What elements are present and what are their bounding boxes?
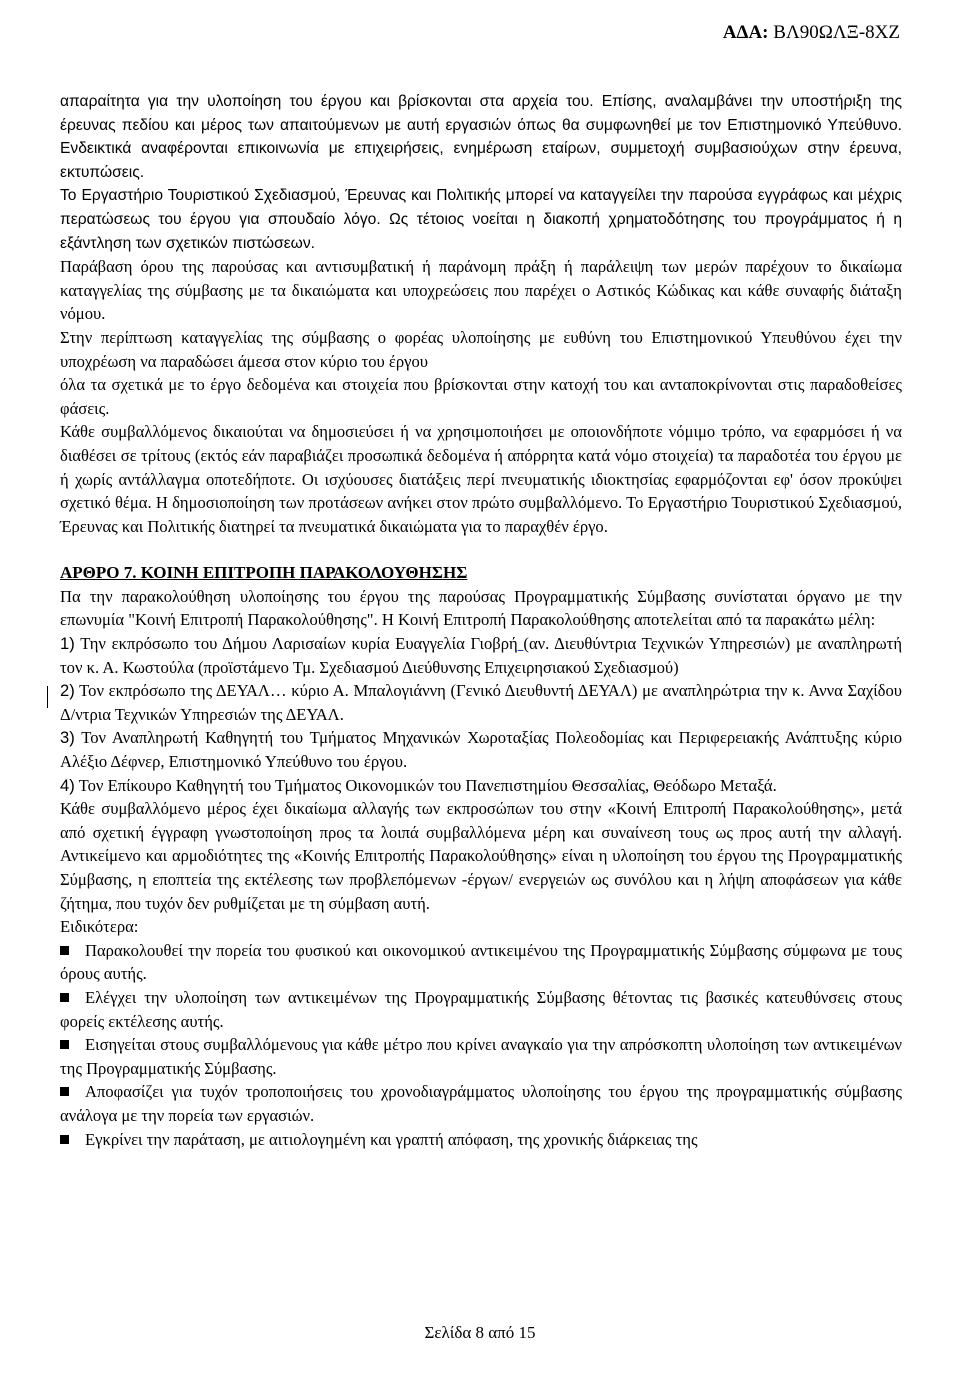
- bullet-text: Εγκρίνει την παράταση, με αιτιολογημένη και γραπτή απόφαση, της χρονικής διάρκειας της: [85, 1129, 698, 1149]
- bullet-item: [60, 1080, 902, 1127]
- member-number: 4): [60, 775, 75, 795]
- paragraph-5: όλα τα σχετικά με το έργο δεδομένα και στοιχεία που βρίσκονται στην κατοχή του και ανταποκρίνονται στις παραδοθείσες φάσεις.: [60, 375, 902, 418]
- paragraph-7: Πα την παρακολούθηση υλοποίησης του έργου της παρούσας Προγραμματικής Σύμβασης συνίσταται όργανο με την επωνυμία "Κοινή Επιτροπή Παρακολούθησης". Η Κοινή Επιτροπή Παρακολούθησης αποτελείται από τα παρακάτω μέλη:: [60, 586, 902, 630]
- paragraph-2: Το Εργαστήριο Τουριστικού Σχεδιασμού, Έρευνας και Πολιτικής μπορεί να καταγγείλει την παρούσα εγγράφως και μέχρις περατώσεως του έργου για σπουδαίο λόγο. Ως τέτοιος νοείται η διακοπή χρηματοδότησης του προγράμματος ή η εξάντληση των σχετικών πιστώσεων.: [60, 187, 902, 252]
- paragraph-6: Κάθε συμβαλλόμενος δικαιούται να δημοσιεύσει ή να χρησιμοποιήσει με οποιονδήποτε νόμιμο τρόπο, να εφαρμόσει ή να διαθέσει σε τρίτους (εκτός εάν παραβιάζει προσωπικά δεδομένα ή απόρρητα κατά νόμο στοιχεία) τα παραδοτέα του έργου με ή χωρίς αντάλλαγμα οποτεδήποτε. Οι ισχύουσες διατάξεις περί πνευματικής ιδιοκτησίας εφαρμόζονται εφ' όσον προκύψει σχετικό θέμα. Η δημοσιοποίηση των προτάσεων ανήκει στον πρώτο συμβαλλόμενο. Το Εργαστήριο Τουριστικού Σχεδιασμού, Έρευνας και Πολιτικής διατηρεί τα πνευματικά δικαιώματα για το παραχθέν έργο.: [60, 422, 902, 536]
- member-number: 2): [60, 681, 75, 701]
- bullet-square-icon: [60, 1135, 69, 1144]
- bullet-square-icon: [60, 1040, 69, 1049]
- bullet-square-icon: [60, 946, 69, 955]
- bullet-text: Παρακολουθεί την πορεία του φυσικού και οικονομικού αντικειμένου της Προγραμματικής Σύμβασης σύμφωνα με τους όρους αυτής.: [60, 940, 902, 984]
- revision-bar: [47, 686, 48, 708]
- member-text: Την εκπρόσωπο του Δήμου Λαρισαίων κυρία Ευαγγελία Γιοβρή: [80, 634, 518, 654]
- member-text: Τον Επίκουρο Καθηγητή του Τμήματος Οικονομικών του Πανεπιστημίου Θεσσαλίας, Θεόδωρο Μεταξά.: [78, 775, 777, 795]
- member-text: Τον εκπρόσωπο της ΔΕΥΑΛ… κύριο Α. Μπαλογιάννη (Γενικό Διευθυντή ΔΕΥΑΛ) με αναπληρώτρια την κ. Αννα Σαχίδου Δ/ντρια Τεχνικών Υπηρεσιών της ΔΕΥΑΛ.: [60, 681, 902, 724]
- bullet-item: [60, 1128, 902, 1152]
- bullet-item: [60, 1033, 902, 1080]
- ada-code: ΒΛ90ΩΛΞ-8ΧΖ: [773, 22, 900, 43]
- paragraph-3: Παράβαση όρου της παρούσας και αντισυμβατική ή παράνομη πράξη ή παράλειψη των μερών παρέχουν το δικαίωμα καταγγελίας της σύμβασης με τα δικαιώματα και υποχρεώσεις που παρέχει ο Αστικός Κώδικας και κάθε συναφής διάταξη νόμου.: [60, 257, 902, 324]
- bullet-text: Ελέγχει την υλοποίηση των αντικειμένων της Προγραμματικής Σύμβασης θέτοντας τις βασικές κατευθύνσεις στους φορείς εκτέλεσης αυτής.: [60, 987, 902, 1031]
- member-item: [60, 632, 902, 679]
- paragraph-8: Κάθε συμβαλλόμενο μέρος έχει δικαίωμα αλλαγής των εκπροσώπων του στην «Κοινή Επιτροπή Παρακολούθησης», μετά από σχετική έγγραφη γνωστοποίηση προς τα λοιπά συμβαλλόμενα μέρη και συναίνεση τους ως προς αυτή την αλλαγή. Αντικείμενο και αρμοδιότητες της «Κοινής Επιτροπής Παρακολούθησης» είναι η υλοποίηση του έργου της Προγραμματικής Σύμβασης, η εποπτεία της εκτέλεσης των προβλεπόμενων -έργων/ ενεργειών ως συνόλου και η λήψη αποφάσεων για κάθε ζήτημα, που τυχόν δεν ρυθμίζεται με τη σύμβαση αυτή.: [60, 799, 902, 913]
- member-number: 1): [60, 634, 75, 654]
- bullet-square-icon: [60, 1087, 69, 1096]
- member-item: [60, 679, 902, 726]
- member-item: [60, 774, 902, 798]
- bullet-text: Εισηγείται στους συμβαλλόμενους για κάθε μέτρο που κρίνει αναγκαίο για την απρόσκοπτη υλοποίηση των αντικειμένων της Προγραμματικής Σύμβασης.: [60, 1035, 902, 1078]
- document-body: [60, 90, 902, 1151]
- specifically-label: Ειδικότερα:: [60, 917, 139, 937]
- bullet-item: [60, 939, 902, 986]
- bullet-item: [60, 986, 902, 1033]
- bullet-text: Αποφασίζει για τυχόν τροποποιήσεις του χρονοδιαγράμματος υλοποίησης του έργου της προγραμματικής σύμβασης ανάλογα με την πορεία των εργασιών.: [60, 1082, 902, 1125]
- member-text: Τον Αναπληρωτή Καθηγητή του Τμήματος Μηχανικών Χωροταξίας Πολεοδομίας και Περιφερειακής Ανάπτυξης κύριο Αλέξιο Δέφνερ, Επιστημονικό Υπεύθυνο του έργου.: [60, 728, 902, 772]
- member-item: [60, 726, 902, 773]
- page-number: Σελίδα 8 από 15: [424, 1323, 536, 1342]
- paragraph-4: Στην περίπτωση καταγγελίας της σύμβασης ο φορέας υλοποίησης με ευθύνη του Επιστημονικού Υπευθύνου έχει την υποχρέωση να παραδώσει άμεσα στον κύριο του έργου: [60, 327, 902, 371]
- ada-label: ΑΔΑ:: [722, 22, 769, 43]
- member-number: 3): [60, 728, 75, 748]
- member-text-cont: (αν. Διευθύντρια Τεχνικών Υπηρεσιών) με αναπληρωτή τον κ. Α. Κωστούλα (προϊστάμενο Τμ. Σχεδιασμού Διεύθυνσης Επιχειρησιακού Σχεδιασμού): [60, 634, 903, 677]
- bullet-square-icon: [60, 993, 69, 1002]
- ada-header: [723, 22, 900, 44]
- article-title: ΑΡΘΡΟ 7. ΚΟΙΝΗ ΕΠΙΤΡΟΠΗ ΠΑΡΑΚΟΛΟΥΘΗΣΗΣ: [60, 563, 468, 583]
- paragraph-1: απαραίτητα για την υλοποίηση του έργου και βρίσκονται στα αρχεία του. Επίσης, αναλαμβάνει την υποστήριξη της έρευνας πεδίου και μέρος των απαιτούμενων με αυτή εργασιών όπως θα συμφωνηθεί με τον Επιστημονικό Υπεύθυνο. Ενδεικτικά αναφέρονται επικοινωνία με επιχειρήσεις, ενημέρωση εταίρων, συμμετοχή συμβασιούχων στην έρευνα, εκτυπώσεις.: [60, 93, 902, 181]
